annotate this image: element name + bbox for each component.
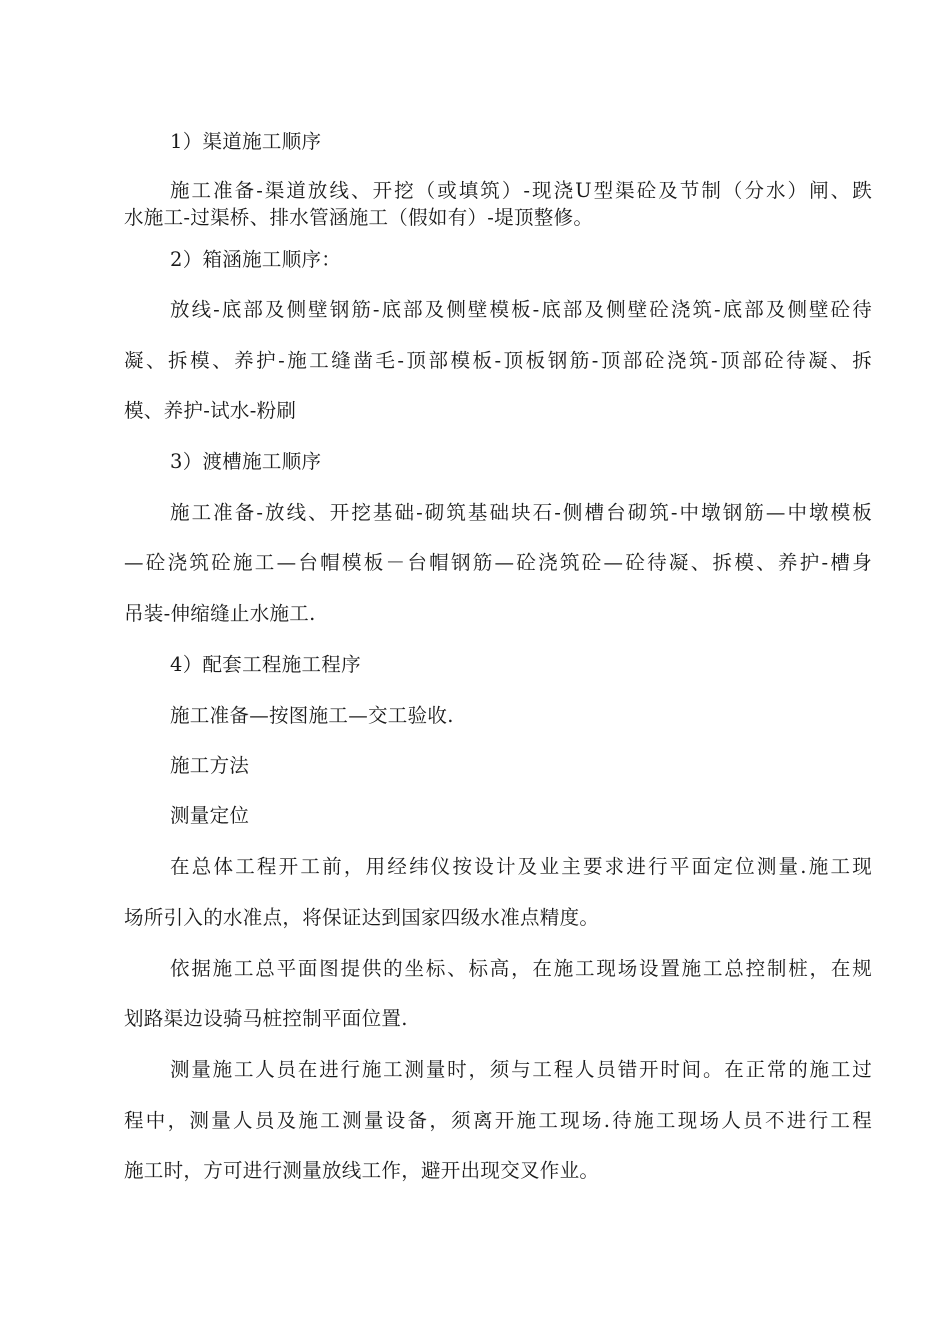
section-heading-channel: 1）渠道施工顺序 bbox=[170, 130, 322, 153]
paragraph-line: 依据施工总平面图提供的坐标、标高，在施工现场设置施工总控制桩，在规 bbox=[170, 957, 872, 980]
paragraph-line: —砼浇筑砼施工—台帽模板－台帽钢筋—砼浇筑砼—砼待凝、拆模、养护-槽身 bbox=[124, 551, 872, 574]
paragraph-line: 划路渠边设骑马桩控制平面位置. bbox=[124, 1007, 408, 1030]
survey-title: 测量定位 bbox=[170, 804, 250, 827]
section-heading-aqueduct: 3）渡槽施工顺序 bbox=[170, 450, 322, 473]
paragraph-line: 场所引入的水准点，将保证达到国家四级水准点精度。 bbox=[124, 906, 600, 929]
paragraph-line: 测量施工人员在进行施工测量时，须与工程人员错开时间。在正常的施工过 bbox=[170, 1058, 872, 1081]
method-title: 施工方法 bbox=[170, 754, 250, 777]
paragraph-line: 施工准备-放线、开挖基础-砌筑基础块石-侧槽台砌筑-中墩钢筋—中墩模板 bbox=[170, 501, 872, 524]
section-heading-box-culvert: 2）箱涵施工顺序： bbox=[170, 248, 342, 271]
paragraph-line: 水施工-过渠桥、排水管涵施工（假如有）-堤顶整修。 bbox=[124, 206, 594, 229]
paragraph-line: 模、养护-试水-粉刷 bbox=[124, 399, 297, 422]
paragraph-line: 吊装-伸缩缝止水施工. bbox=[124, 602, 316, 625]
paragraph-line: 凝、拆模、养护-施工缝凿毛-顶部模板-顶板钢筋-顶部砼浇筑-顶部砼待凝、拆 bbox=[124, 349, 872, 372]
paragraph-line: 程中，测量人员及施工测量设备，须离开施工现场.待施工现场人员不进行工程 bbox=[124, 1109, 872, 1132]
paragraph-line: 在总体工程开工前，用经纬仪按设计及业主要求进行平面定位测量.施工现 bbox=[170, 855, 872, 878]
paragraph-line: 施工准备-渠道放线、开挖（或填筑）-现浇U型渠砼及节制（分水）闸、跌 bbox=[170, 179, 872, 202]
paragraph-line: 施工时，方可进行测量放线工作，避开出现交叉作业。 bbox=[124, 1159, 600, 1182]
section-heading-supporting-works: 4）配套工程施工程序 bbox=[170, 653, 361, 676]
paragraph-line: 施工准备—按图施工—交工验收. bbox=[170, 704, 454, 727]
paragraph-line: 放线-底部及侧壁钢筋-底部及侧壁模板-底部及侧壁砼浇筑-底部及侧壁砼待 bbox=[170, 298, 872, 321]
